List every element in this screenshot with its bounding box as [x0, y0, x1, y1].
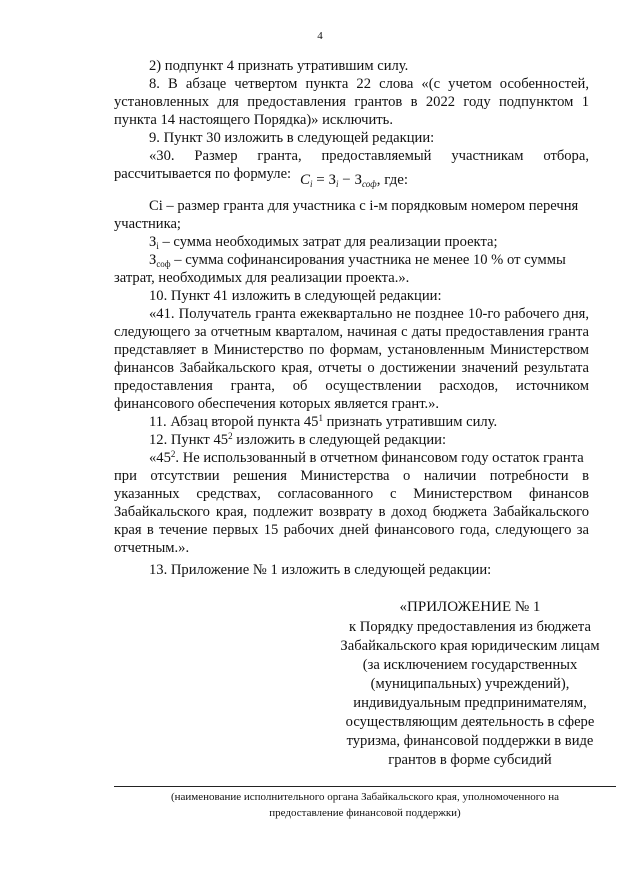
appendix-line: (муниципальных) учреждений), — [370, 676, 570, 692]
appendix-line: индивидуальным предпринимателям, — [353, 695, 587, 711]
para-line: $З_i$ – сумма необходимых затрат для реализации проекта; — [149, 234, 498, 251]
fill-in-line — [114, 786, 616, 787]
para-line: 11. Абзац второй пункта $45^1$ признать утратившим силу. — [149, 413, 498, 430]
para-line: 13. Приложение № 1 изложить в следующей редакции: — [149, 562, 492, 578]
para-line: отчетным.». — [114, 540, 190, 556]
appendix-line: туризма, финансовой поддержки в виде — [346, 733, 594, 749]
appendix-line: осуществляющим деятельность в сфере — [345, 714, 595, 730]
para-line: пункта 14 настоящего Порядка)» исключить. — [114, 112, 393, 128]
para-line: участника; — [114, 216, 181, 232]
appendix-line: Забайкальского края юридическим лицам — [340, 638, 600, 654]
page-number: 4 — [317, 30, 323, 42]
para-line: установленных для предоставления грантов в 2022 году подпунктом 1 — [114, 94, 589, 110]
para-line: 12. Пункт $45^2$ изложить в следующей редакции: — [149, 431, 447, 448]
para-line: финансового обеспечения которых является грант.». — [114, 396, 440, 412]
para-line: следующего за отчетным кварталом, начиная с даты предоставления гранта — [114, 324, 589, 340]
appendix-title: «ПРИЛОЖЕНИЕ № 1 — [399, 599, 541, 615]
para-line: 2) подпункт 4 признать утратившим силу. — [149, 58, 409, 74]
para-line: 8. В абзаце четвертом пункта 22 слова «(с учетом особенностей, — [149, 76, 589, 92]
appendix-line: грантов в форме субсидий — [388, 752, 552, 768]
para-line: предоставления гранта, об осуществлении расходов, источником — [114, 378, 589, 394]
grant-formula: $C_i = З_i - З_{соф}$, где: — [300, 172, 409, 189]
para-line: 9. Пункт 30 изложить в следующей редакции: — [149, 130, 435, 146]
para-line: затрат, необходимых для реализации проекта.». — [114, 270, 410, 286]
para-line: финансов Забайкальского края, отчеты о достижении значений результата — [114, 360, 589, 376]
para-line: рассчитывается по формуле: — [114, 166, 292, 182]
para-line: края в течение первых 15 рабочих дней финансового года, следующего за — [114, 522, 589, 538]
footer-caption: предоставление финансовой поддержки) — [269, 807, 461, 819]
footer-caption: (наименование исполнительного органа Забайкальского края, уполномоченного на — [170, 791, 560, 803]
para-line: «41. Получатель гранта ежеквартально не позднее 10-го рабочего дня, — [149, 306, 589, 322]
para-line: «30. Размер гранта, предоставляемый участникам отбора, — [149, 148, 589, 164]
para-line: $З_{соф}$ – сумма софинансирования участника не менее 10 % от суммы — [149, 252, 566, 269]
para-line: Сi – размер гранта для участника с i-м порядковым номером перечня — [149, 198, 579, 214]
para-line: указанных средствах, согласованного с Министерством финансов — [114, 486, 589, 502]
appendix-line: (за исключением государственных — [362, 657, 578, 673]
para-line: представляет в Министерство по формам, установленным Министерством — [114, 342, 589, 358]
para-line: при отсутствии решения Министерства о наличии потребности в — [114, 468, 589, 484]
appendix-line: к Порядку предоставления из бюджета — [349, 619, 591, 635]
para-line: 10. Пункт 41 изложить в следующей редакции: — [149, 288, 442, 304]
para-line: «$45^2$. Не использованный в отчетном финансовом году остаток гранта — [149, 449, 584, 466]
para-line: Забайкальского края, подлежит возврату в доход бюджета Забайкальского — [114, 504, 589, 520]
